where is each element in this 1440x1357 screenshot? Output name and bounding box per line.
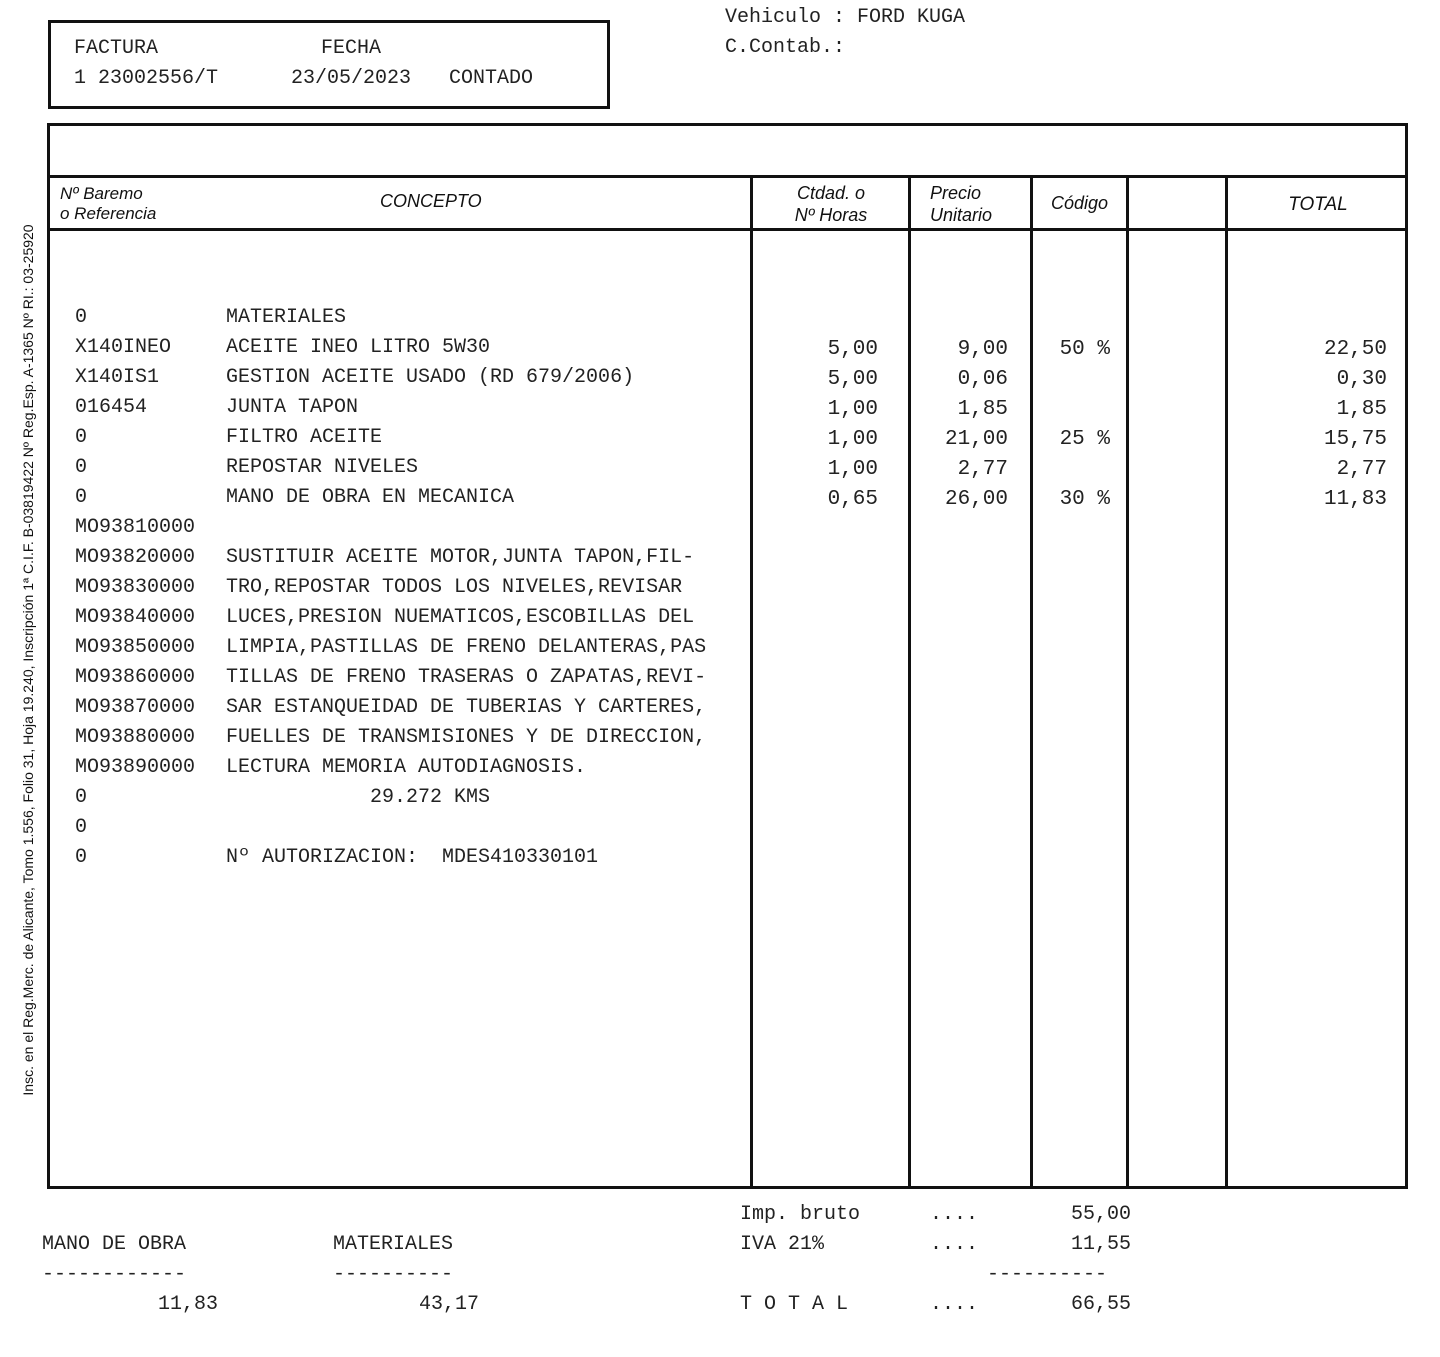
contab-info: C.Contab.: — [725, 36, 846, 59]
row-ref: 0 — [75, 426, 88, 449]
table-row — [50, 336, 1405, 366]
table-row — [50, 606, 1405, 636]
table-row — [50, 846, 1405, 876]
table-row — [50, 816, 1405, 846]
materiales-value: 43,17 — [418, 1293, 479, 1316]
row-concepto: ACEITE INEO LITRO 5W30 — [226, 336, 491, 359]
materiales-label: MATERIALES — [333, 1233, 454, 1256]
table-row — [50, 756, 1405, 786]
table-row — [50, 726, 1405, 756]
row-ctdad: 1,00 — [827, 458, 878, 481]
row-precio: 9,00 — [957, 338, 1008, 361]
table-row — [50, 396, 1405, 426]
factura-label: FACTURA — [74, 37, 159, 60]
row-concepto: 29.272 KMS — [226, 786, 491, 809]
col-header-total: TOTAL — [1288, 194, 1348, 215]
row-codigo: 30 % — [1059, 488, 1110, 511]
invoice-header-box — [48, 20, 610, 109]
invoice-number: 1 23002556/T — [74, 67, 219, 90]
col-header-concepto: CONCEPTO — [380, 191, 482, 211]
row-concepto: GESTION ACEITE USADO (RD 679/2006) — [226, 366, 635, 389]
imp-bruto-dots: .... — [930, 1203, 979, 1226]
mano-obra-value: 11,83 — [157, 1293, 218, 1316]
row-ref: MO93830000 — [75, 576, 196, 599]
imp-bruto-label: Imp. bruto — [740, 1203, 861, 1226]
table-row — [50, 306, 1405, 336]
row-codigo: 25 % — [1059, 428, 1110, 451]
row-concepto: LECTURA MEMORIA AUTODIAGNOSIS. — [226, 756, 587, 779]
row-ref: MO93820000 — [75, 546, 196, 569]
table-row — [50, 426, 1405, 456]
header-top-rule — [50, 175, 1405, 178]
col-header-ref: Nº Baremo o Referencia — [60, 184, 157, 223]
mano-obra-dashes: ------------ — [42, 1263, 187, 1286]
table-row — [50, 366, 1405, 396]
total-dots: .... — [930, 1293, 979, 1316]
row-ref: 0 — [75, 846, 88, 869]
fecha-label: FECHA — [321, 37, 382, 60]
row-ref: 0 — [75, 816, 88, 839]
row-concepto: TILLAS DE FRENO TRASERAS O ZAPATAS,REVI- — [226, 666, 707, 689]
table-row — [50, 456, 1405, 486]
total-value: 66,55 — [1070, 1293, 1131, 1316]
row-ref: 0 — [75, 786, 88, 809]
row-total: 15,75 — [1323, 428, 1387, 451]
col-header-ctdad: Ctdad. o Nº Horas — [794, 183, 868, 225]
row-ref: X140INEO — [75, 336, 172, 359]
row-concepto: Nº AUTORIZACION: MDES410330101 — [226, 846, 599, 869]
invoice-lines-table — [47, 123, 1408, 1189]
row-precio: 2,77 — [957, 458, 1008, 481]
total-label: T O T A L — [740, 1293, 849, 1316]
row-concepto: FUELLES DE TRANSMISIONES Y DE DIRECCION, — [226, 726, 707, 749]
col-header-precio: Precio Unitario — [930, 183, 993, 225]
row-concepto: LIMPIA,PASTILLAS DE FRENO DELANTERAS,PAS — [226, 636, 707, 659]
row-ref: MO93840000 — [75, 606, 196, 629]
table-row — [50, 696, 1405, 726]
row-ref: MO93850000 — [75, 636, 196, 659]
row-concepto: FILTRO ACEITE — [226, 426, 383, 449]
row-ctdad: 1,00 — [827, 428, 878, 451]
iva-dots: .... — [930, 1233, 979, 1256]
row-concepto: TRO,REPOSTAR TODOS LOS NIVELES,REVISAR — [226, 576, 683, 599]
table-row — [50, 486, 1405, 516]
row-precio: 1,85 — [957, 398, 1008, 421]
row-ctdad: 0,65 — [827, 488, 878, 511]
row-total: 22,50 — [1323, 338, 1387, 361]
table-row — [50, 576, 1405, 606]
iva-label: IVA 21% — [740, 1233, 825, 1256]
row-ctdad: 5,00 — [827, 368, 878, 391]
total-dashes: ---------- — [987, 1263, 1108, 1286]
row-ctdad: 5,00 — [827, 338, 878, 361]
row-total: 1,85 — [1336, 398, 1387, 421]
row-ctdad: 1,00 — [827, 398, 878, 421]
row-ref: MO93880000 — [75, 726, 196, 749]
invoice-date: 23/05/2023 — [291, 67, 412, 90]
row-ref: 0 — [75, 456, 88, 479]
row-ref: 0 — [75, 486, 88, 509]
imp-bruto-value: 55,00 — [1070, 1203, 1131, 1226]
row-ref: MO93810000 — [75, 516, 196, 539]
row-concepto: MATERIALES — [226, 306, 347, 329]
row-total: 2,77 — [1336, 458, 1387, 481]
table-row — [50, 516, 1405, 546]
mano-obra-label: MANO DE OBRA — [42, 1233, 187, 1256]
row-concepto: JUNTA TAPON — [226, 396, 359, 419]
row-ref: MO93860000 — [75, 666, 196, 689]
row-ref: 016454 — [75, 396, 148, 419]
iva-value: 11,55 — [1070, 1233, 1131, 1256]
row-concepto: MANO DE OBRA EN MECANICA — [226, 486, 515, 509]
row-precio: 26,00 — [944, 488, 1008, 511]
materiales-dashes: ---------- — [333, 1263, 454, 1286]
table-row — [50, 546, 1405, 576]
row-ref: X140IS1 — [75, 366, 160, 389]
table-row — [50, 786, 1405, 816]
table-row — [50, 636, 1405, 666]
row-concepto: SUSTITUIR ACEITE MOTOR,JUNTA TAPON,FIL- — [226, 546, 695, 569]
header-bottom-rule — [50, 228, 1405, 231]
row-codigo: 50 % — [1059, 338, 1110, 361]
row-ref: MO93890000 — [75, 756, 196, 779]
row-ref: MO93870000 — [75, 696, 196, 719]
row-total: 11,83 — [1323, 488, 1387, 511]
row-concepto: SAR ESTANQUEIDAD DE TUBERIAS Y CARTERES, — [226, 696, 707, 719]
row-total: 0,30 — [1336, 368, 1387, 391]
payment-method: CONTADO — [449, 67, 534, 90]
registry-info: Insc. en el Reg.Merc. de Alicante, Tomo 1.556, Folio 31, Hoja 19.240, Inscripción 1ª C.I.F. B-03819422 Nº Reg.Esp. A-1365 Nº RI.: 03-25920 — [20, 224, 36, 1096]
vehicle-info: Vehiculo : FORD KUGA — [725, 6, 966, 29]
row-concepto: REPOSTAR NIVELES — [226, 456, 419, 479]
row-concepto: LUCES,PRESION NUEMATICOS,ESCOBILLAS DEL — [226, 606, 695, 629]
table-row — [50, 666, 1405, 696]
row-ref: 0 — [75, 306, 88, 329]
row-precio: 21,00 — [944, 428, 1008, 451]
row-precio: 0,06 — [957, 368, 1008, 391]
col-header-codigo: Código — [1050, 193, 1109, 213]
